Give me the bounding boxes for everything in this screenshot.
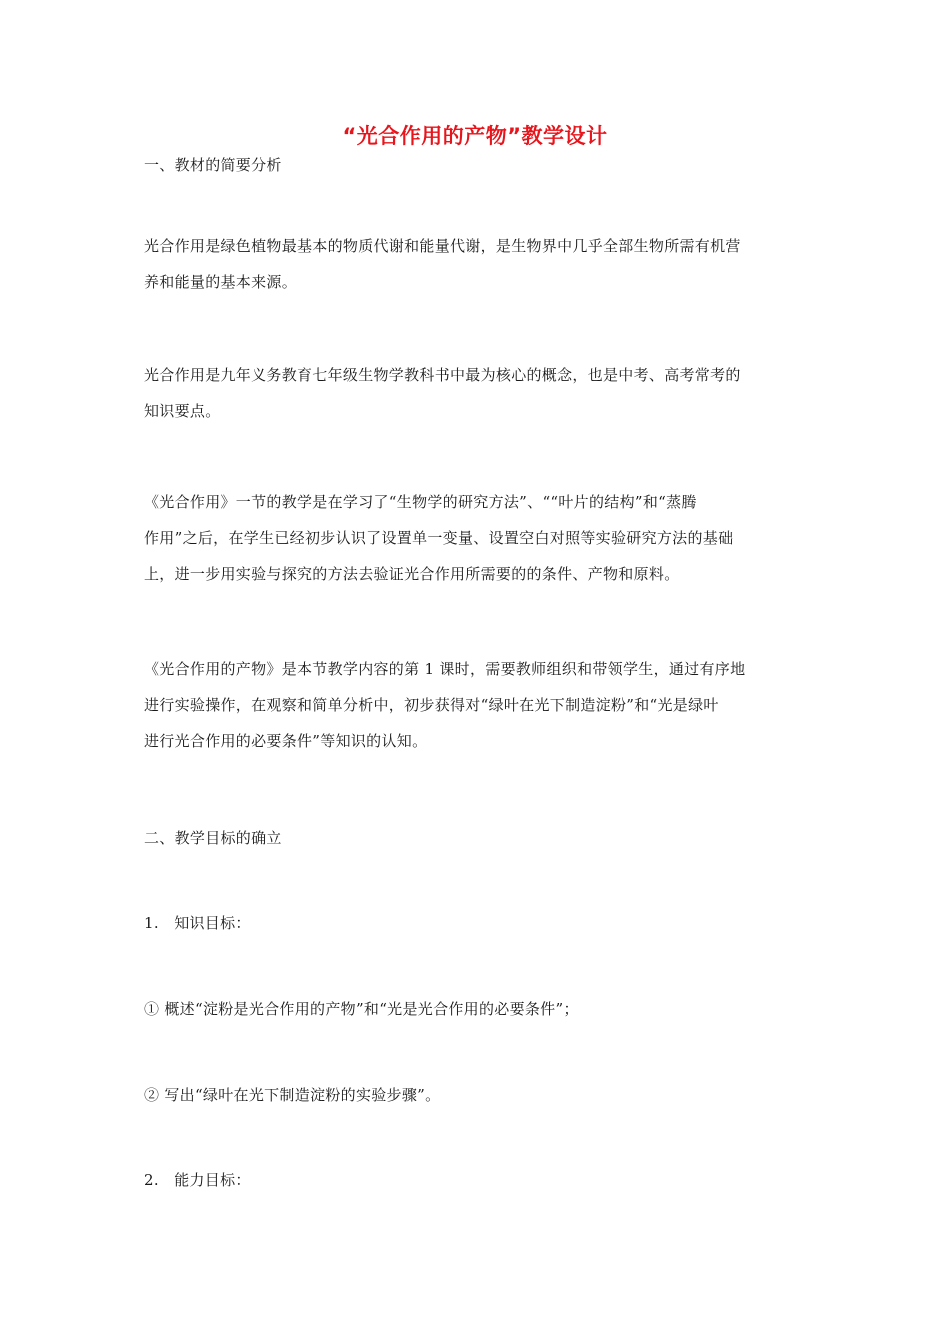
goal-item-text: ② 写出“绿叶在光下制造淀粉的实验步骤”。 xyxy=(144,1086,441,1104)
paragraph-photosynthesis-basics xyxy=(144,228,808,300)
paragraph-line: 进行实验操作，在观察和简单分析中，初步获得对“绿叶在光下制造淀粉”和“光是绿叶 xyxy=(144,696,719,714)
section-heading-text: 一、教材的简要分析 xyxy=(144,156,282,174)
paragraph-line: 光合作用是绿色植物最基本的物质代谢和能量代谢，是生物界中几乎全部生物所需有机营 xyxy=(144,237,741,255)
section-heading-teaching-goals xyxy=(144,820,808,856)
goal-heading-ability xyxy=(144,1162,808,1198)
paragraph-lesson-products xyxy=(144,651,808,759)
paragraph-line: 作用”之后，在学生已经初步认识了设置单一变量、设置空白对照等实验研究方法的基础 xyxy=(144,529,734,547)
section-heading-textbook-analysis xyxy=(144,147,808,183)
document-title: “光合作用的产物”教学设计 xyxy=(342,124,608,148)
goal-heading-knowledge xyxy=(144,905,808,941)
paragraph-line: 知识要点。 xyxy=(144,402,221,420)
goal-item-text: ① 概述“淀粉是光合作用的产物”和“光是光合作用的必要条件”； xyxy=(144,1000,579,1018)
goal-heading-text: 2. 能力目标： xyxy=(144,1171,251,1189)
goal-item-2 xyxy=(144,1077,808,1113)
paragraph-line: 《光合作用的产物》是本节教学内容的第 1 课时，需要教师组织和带领学生，通过有序地 xyxy=(144,660,746,678)
paragraph-core-concept xyxy=(144,357,808,429)
goal-item-1 xyxy=(144,991,808,1027)
paragraph-line: 进行光合作用的必要条件”等知识的认知。 xyxy=(144,732,428,750)
paragraph-line: 养和能量的基本来源。 xyxy=(144,273,298,291)
paragraph-line: 光合作用是九年义务教育七年级生物学教科书中最为核心的概念，也是中考、高考常考的 xyxy=(144,366,741,384)
section-heading-text: 二、教学目标的确立 xyxy=(144,829,282,847)
paragraph-line: 《光合作用》一节的教学是在学习了“生物学的研究方法”、““叶片的结构”和“蒸腾 xyxy=(144,493,697,511)
goal-heading-text: 1. 知识目标： xyxy=(144,914,251,932)
paragraph-line: 上，进一步用实验与探究的方法去验证光合作用所需要的的条件、产物和原料。 xyxy=(144,565,680,583)
paragraph-lesson-context xyxy=(144,484,808,592)
